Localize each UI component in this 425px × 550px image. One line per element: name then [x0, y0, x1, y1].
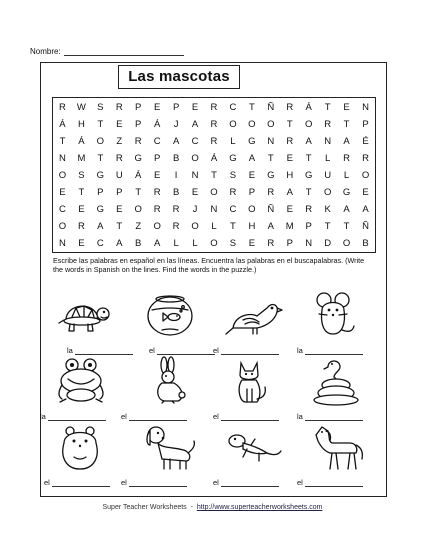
grid-cell[interactable]: O [58, 221, 67, 233]
grid-cell[interactable]: Z [135, 221, 142, 233]
grid-cell[interactable]: M [77, 152, 86, 164]
grid-cell[interactable]: O [210, 187, 218, 199]
bird-picture [223, 290, 283, 338]
grid-cell[interactable]: R [286, 135, 294, 147]
grid-cell[interactable]: N [59, 238, 66, 250]
grid-cell[interactable]: O [210, 238, 218, 250]
grid-cell[interactable]: E [343, 101, 350, 113]
grid-cell[interactable]: I [174, 169, 178, 181]
grid-cell[interactable]: B [172, 152, 180, 164]
grid-cell[interactable]: O [96, 135, 105, 147]
grid-cell[interactable]: N [191, 169, 199, 181]
grid-cell[interactable]: O [248, 118, 256, 130]
grid-cell[interactable]: O [323, 187, 332, 199]
grid-cell[interactable]: H [286, 169, 294, 181]
grid-cell[interactable]: E [116, 204, 123, 216]
grid-cell[interactable]: U [115, 169, 123, 181]
grid-cell[interactable]: G [134, 152, 142, 164]
grid-cell[interactable]: T [248, 101, 255, 113]
grid-cell[interactable]: A [362, 204, 369, 216]
grid-cell[interactable]: R [210, 101, 218, 113]
grid-cell[interactable]: T [211, 169, 217, 181]
grid-cell[interactable]: A [267, 221, 274, 233]
grid-cell[interactable]: E [191, 187, 199, 199]
grid-cell[interactable]: N [324, 135, 332, 147]
grid-cell[interactable]: L [211, 221, 217, 233]
word-search-grid [52, 97, 376, 253]
grid-cell[interactable]: E [78, 238, 85, 250]
grid-cell[interactable]: P [154, 152, 161, 164]
grid-cell[interactable]: M [285, 221, 294, 233]
name-line[interactable] [64, 47, 184, 56]
grid-cell[interactable]: R [134, 135, 142, 147]
grid-cell[interactable]: T [324, 101, 331, 113]
grid-cell[interactable]: E [248, 238, 256, 250]
grid-cell[interactable]: O [342, 238, 351, 250]
grid-cell[interactable]: C [96, 238, 104, 250]
cat-picture [223, 357, 283, 405]
grid-cell[interactable]: T [305, 152, 312, 164]
grid-cell[interactable]: T [343, 221, 350, 233]
grid-cell[interactable]: A [97, 221, 104, 233]
turtle-picture [52, 290, 112, 338]
grid-cell[interactable]: R [153, 204, 161, 216]
grid-cell[interactable]: T [78, 187, 85, 199]
grid-cell[interactable]: H [77, 118, 85, 130]
grid-cell[interactable]: Á [135, 169, 142, 181]
grid-cell[interactable]: B [362, 238, 369, 250]
grid-cell[interactable]: Á [210, 152, 218, 164]
label-9: el [44, 478, 110, 487]
footer [0, 504, 425, 511]
grid-cell[interactable]: O [153, 221, 161, 233]
grid-cell[interactable]: E [78, 204, 85, 216]
grid-cell[interactable]: C [191, 135, 199, 147]
grid-cell[interactable]: R [267, 187, 275, 199]
grid-cell[interactable]: C [153, 135, 161, 147]
grid-cell[interactable]: B [172, 187, 180, 199]
grid-cell[interactable]: R [115, 152, 123, 164]
grid-cell[interactable]: C [59, 204, 66, 216]
rabbit-picture [140, 357, 200, 405]
grid-cell[interactable]: P [248, 187, 256, 199]
grid-cell[interactable]: G [342, 187, 351, 199]
grid-cell[interactable]: T [97, 152, 104, 164]
grid-cell[interactable]: L [192, 238, 198, 250]
grid-cell[interactable]: R [153, 187, 161, 199]
title-box [118, 65, 240, 89]
grid-cell[interactable]: P [116, 187, 123, 199]
grid-cell[interactable]: Ñ [267, 101, 275, 113]
grid-cell[interactable]: P [172, 101, 180, 113]
grid-cell[interactable]: E [286, 204, 293, 216]
footer-brand: Super Teacher Worksheets [102, 504, 187, 511]
grid-cell[interactable]: R [343, 152, 351, 164]
grid-cell[interactable]: Ñ [267, 204, 275, 216]
grid-cell[interactable]: O [305, 118, 313, 130]
grid-cell[interactable]: P [135, 118, 142, 130]
grid-cell[interactable]: E [154, 169, 161, 181]
grid-cell[interactable]: T [267, 152, 274, 164]
label-8: la [297, 412, 363, 421]
footer-separator: - [190, 504, 193, 511]
frog-picture [52, 357, 112, 405]
grid-cell[interactable]: T [230, 221, 236, 233]
label-10: el [121, 478, 187, 487]
grid-cell[interactable]: O [267, 118, 275, 130]
grid-cell[interactable]: R [362, 152, 369, 164]
grid-cell[interactable]: N [305, 238, 313, 250]
grid-cell[interactable]: E [116, 118, 123, 130]
label-5: la [40, 412, 106, 421]
grid-cell[interactable]: T [343, 118, 350, 130]
fishbowl-picture [140, 290, 200, 338]
grid-cell[interactable]: S [229, 238, 237, 250]
label-4: la [297, 346, 363, 355]
mouse-picture [306, 290, 366, 338]
grid-cell[interactable]: O [191, 152, 199, 164]
label-1: la [67, 346, 133, 355]
grid-cell[interactable]: N [210, 204, 218, 216]
grid-cell[interactable]: G [229, 152, 237, 164]
grid-cell[interactable]: P [286, 238, 293, 250]
grid-cell[interactable]: L [173, 238, 179, 250]
grid-cell[interactable]: R [229, 187, 237, 199]
grid-cell[interactable]: Á [59, 118, 66, 130]
grid-cell[interactable]: U [324, 169, 332, 181]
label-12: el [297, 478, 363, 487]
grid-cell[interactable]: K [324, 204, 331, 216]
grid-cell[interactable]: T [135, 187, 142, 199]
grid-cell[interactable]: C [229, 101, 237, 113]
snake-picture [306, 357, 366, 405]
grid-cell[interactable]: G [96, 204, 105, 216]
grid-cell[interactable]: R [267, 238, 275, 250]
label-7: el [213, 412, 279, 421]
grid-cell[interactable]: P [362, 118, 369, 130]
grid-cell[interactable]: R [59, 101, 66, 113]
grid-cell[interactable]: O [134, 204, 142, 216]
grid-cell[interactable]: H [248, 221, 256, 233]
grid-cell[interactable]: J [192, 204, 198, 216]
grid-cell[interactable]: G [96, 169, 105, 181]
grid-cell[interactable]: A [154, 238, 161, 250]
grid-cell[interactable]: A [305, 135, 312, 147]
grid-cell[interactable]: É [362, 135, 369, 147]
grid-cell[interactable]: T [116, 221, 123, 233]
grid-cell[interactable]: E [248, 169, 256, 181]
grid-cell[interactable]: Á [305, 101, 312, 113]
horse-picture [306, 423, 366, 471]
grid-cell[interactable]: A [172, 135, 180, 147]
label-3: el [213, 346, 279, 355]
grid-cell[interactable]: N [59, 152, 66, 164]
label-6: el [121, 412, 187, 421]
grid-cell[interactable]: S [229, 169, 237, 181]
grid-cell[interactable]: L [343, 169, 350, 181]
grid-cell[interactable]: P [135, 101, 142, 113]
grid-cell[interactable]: R [172, 221, 180, 233]
grid-cell[interactable]: A [343, 204, 350, 216]
grid-cell[interactable]: B [135, 238, 142, 250]
grid-cell[interactable]: S [78, 169, 85, 181]
grid-cell[interactable]: T [324, 221, 331, 233]
grid-cell[interactable]: R [324, 118, 332, 130]
grid-cell[interactable]: C [229, 204, 237, 216]
grid-cell[interactable]: P [305, 221, 312, 233]
grid-cell[interactable]: O [229, 118, 237, 130]
footer-link[interactable]: http://www.superteacherworksheets.com [196, 504, 323, 511]
grid-cell[interactable]: A [116, 238, 123, 250]
grid-cell[interactable]: T [59, 135, 66, 147]
name-label: Nombre: [30, 47, 61, 56]
grid-cell[interactable]: O [361, 169, 370, 181]
grid-cell[interactable]: T [286, 118, 293, 130]
grid-cell[interactable]: T [97, 118, 104, 130]
grid-cell[interactable]: O [191, 221, 199, 233]
grid-cell[interactable]: E [362, 187, 369, 199]
name-field [30, 47, 184, 56]
grid-cell[interactable]: E [286, 152, 293, 164]
grid-cell[interactable]: R [172, 204, 180, 216]
grid-cell[interactable]: A [248, 152, 256, 164]
grid-cell[interactable]: R [115, 101, 123, 113]
grid-cell[interactable]: A [286, 187, 293, 199]
grid-cell[interactable]: S [97, 101, 104, 113]
grid-cell[interactable]: A [343, 135, 350, 147]
grid-cell[interactable]: Á [78, 135, 85, 147]
grid-cell[interactable]: O [248, 204, 256, 216]
grid-cell[interactable]: R [77, 221, 85, 233]
grid-cell[interactable]: A [191, 118, 199, 130]
grid-cell[interactable]: N [362, 101, 369, 113]
grid-cell[interactable]: P [97, 187, 104, 199]
instructions: Escribe las palabras en español en las líneas. Encuentra las palabras en el buscapalabras. (Write the words in Spanish on the lines. Find the words in the puzzle.) [53, 256, 365, 274]
grid-cell[interactable]: N [267, 135, 275, 147]
grid-cell[interactable]: R [210, 135, 218, 147]
grid-cell[interactable]: Á [154, 118, 161, 130]
grid-cell[interactable]: E [154, 101, 161, 113]
grid-cell[interactable]: D [324, 238, 332, 250]
grid-cell[interactable]: R [305, 204, 313, 216]
grid-cell[interactable]: W [76, 101, 86, 113]
hamster-picture [52, 423, 112, 471]
grid-cell[interactable]: Ñ [362, 221, 369, 233]
grid-cell[interactable]: J [173, 118, 179, 130]
grid-cell[interactable]: E [191, 101, 199, 113]
grid-cell[interactable]: R [210, 118, 218, 130]
grid-cell[interactable]: G [267, 169, 275, 181]
grid-cell[interactable]: T [305, 187, 312, 199]
grid-cell[interactable]: L [324, 152, 331, 164]
lizard-picture [223, 423, 283, 471]
grid-cell[interactable]: Z [116, 135, 123, 147]
grid-cell[interactable]: O [58, 169, 67, 181]
label-2: el [149, 346, 215, 355]
grid-cell[interactable]: G [305, 169, 313, 181]
grid-cell[interactable]: G [248, 135, 256, 147]
label-11: el [213, 478, 279, 487]
grid-cell[interactable]: L [230, 135, 236, 147]
grid-cell[interactable]: R [286, 101, 294, 113]
page-title: Las mascotas [128, 68, 230, 85]
dog-picture [140, 423, 200, 471]
grid-cell[interactable]: E [59, 187, 66, 199]
